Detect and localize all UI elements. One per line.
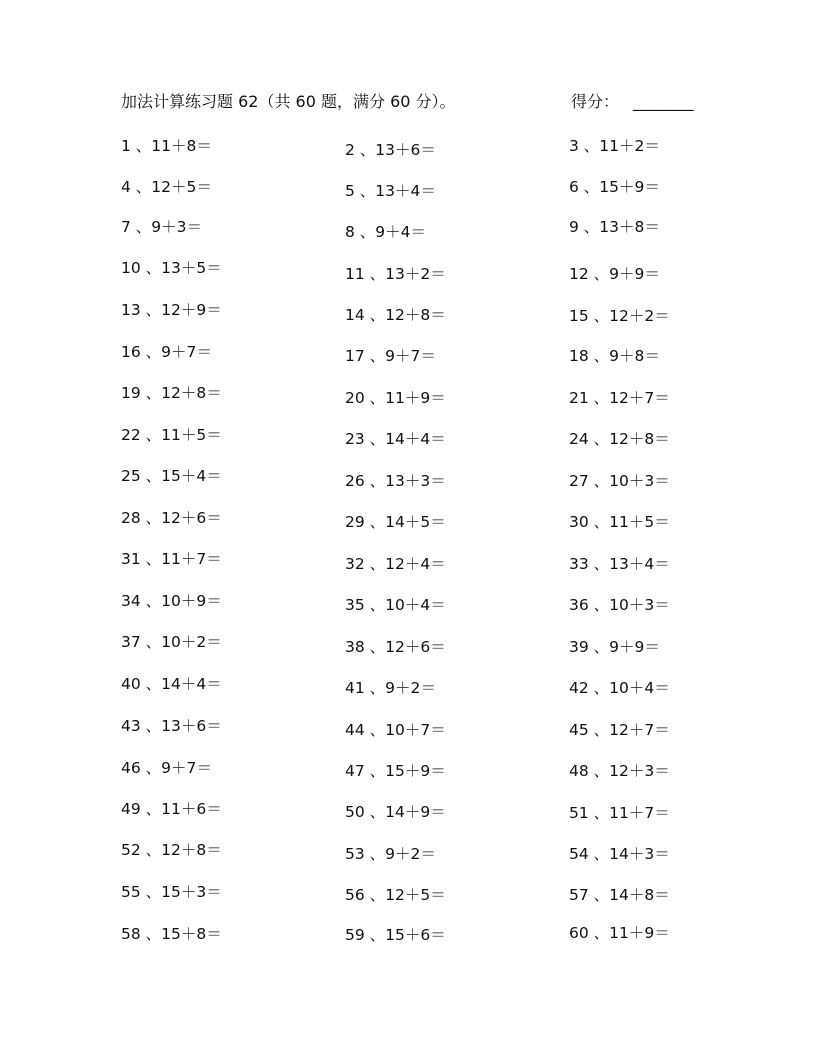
problem-item: 42 、10＋4＝ (569, 679, 670, 697)
problem-item: 36 、10＋3＝ (569, 596, 670, 614)
problem-item: 41 、9＋2＝ (345, 679, 436, 697)
problem-item: 15 、12＋2＝ (569, 307, 670, 325)
problem-item: 49 、11＋6＝ (121, 800, 222, 818)
problem-item: 45 、12＋7＝ (569, 721, 670, 739)
problem-item: 37 、10＋2＝ (121, 633, 222, 651)
problem-item: 56 、12＋5＝ (345, 886, 446, 904)
problem-item: 57 、14＋8＝ (569, 886, 670, 904)
problem-item: 34 、10＋9＝ (121, 592, 222, 610)
problem-item: 8 、9＋4＝ (345, 223, 427, 241)
problem-item: 47 、15＋9＝ (345, 762, 446, 780)
problem-item: 50 、14＋9＝ (345, 803, 446, 821)
problem-item: 18 、9＋8＝ (569, 347, 660, 365)
problem-item: 54 、14＋3＝ (569, 845, 670, 863)
problem-item: 19 、12＋8＝ (121, 384, 222, 402)
problem-item: 58 、15＋8＝ (121, 925, 222, 943)
problem-item: 4 、12＋5＝ (121, 178, 212, 196)
problem-item: 1 、11＋8＝ (121, 137, 212, 155)
problem-item: 12 、9＋9＝ (569, 265, 660, 283)
problem-item: 13 、12＋9＝ (121, 301, 222, 319)
problem-item: 29 、14＋5＝ (345, 513, 446, 531)
problem-item: 17 、9＋7＝ (345, 347, 436, 365)
worksheet-title: 加法计算练习题 62（共 60 题，满分 60 分）。 (121, 92, 456, 111)
problem-item: 52 、12＋8＝ (121, 841, 222, 859)
problem-item: 32 、12＋4＝ (345, 555, 446, 573)
problem-item: 39 、9＋9＝ (569, 638, 660, 656)
problem-item: 35 、10＋4＝ (345, 596, 446, 614)
problem-item: 48 、12＋3＝ (569, 762, 670, 780)
problem-item: 7 、9＋3＝ (121, 218, 203, 236)
problem-item: 22 、11＋5＝ (121, 426, 222, 444)
problem-item: 10 、13＋5＝ (121, 259, 222, 277)
problem-item: 9 、13＋8＝ (569, 218, 660, 236)
problem-item: 25 、15＋4＝ (121, 467, 222, 485)
problem-item: 27 、10＋3＝ (569, 472, 670, 490)
problem-item: 6 、15＋9＝ (569, 178, 660, 196)
problem-item: 30 、11＋5＝ (569, 513, 670, 531)
problem-item: 55 、15＋3＝ (121, 883, 222, 901)
problem-item: 24 、12＋8＝ (569, 430, 670, 448)
problem-item: 51 、11＋7＝ (569, 804, 670, 822)
problem-item: 26 、13＋3＝ (345, 472, 446, 490)
problem-item: 5 、13＋4＝ (345, 182, 436, 200)
problem-item: 38 、12＋6＝ (345, 638, 446, 656)
problem-item: 59 、15＋6＝ (345, 926, 446, 944)
problem-item: 3 、11＋2＝ (569, 137, 660, 155)
problem-item: 23 、14＋4＝ (345, 430, 446, 448)
problem-item: 40 、14＋4＝ (121, 675, 222, 693)
problem-item: 53 、9＋2＝ (345, 845, 436, 863)
problem-item: 44 、10＋7＝ (345, 721, 446, 739)
problem-item: 16 、9＋7＝ (121, 343, 212, 361)
problem-item: 43 、13＋6＝ (121, 717, 222, 735)
problem-item: 31 、11＋7＝ (121, 550, 222, 568)
problem-item: 28 、12＋6＝ (121, 509, 222, 527)
problem-item: 46 、9＋7＝ (121, 759, 212, 777)
problem-item: 11 、13＋2＝ (345, 265, 446, 283)
problem-item: 20 、11＋9＝ (345, 389, 446, 407)
problem-item: 21 、12＋7＝ (569, 389, 670, 407)
problem-item: 2 、13＋6＝ (345, 141, 436, 159)
problem-item: 60 、11＋9＝ (569, 924, 670, 942)
score-blank: ________ (633, 92, 693, 111)
score-label: 得分： (571, 92, 620, 111)
problem-item: 33 、13＋4＝ (569, 555, 670, 573)
problem-item: 14 、12＋8＝ (345, 306, 446, 324)
